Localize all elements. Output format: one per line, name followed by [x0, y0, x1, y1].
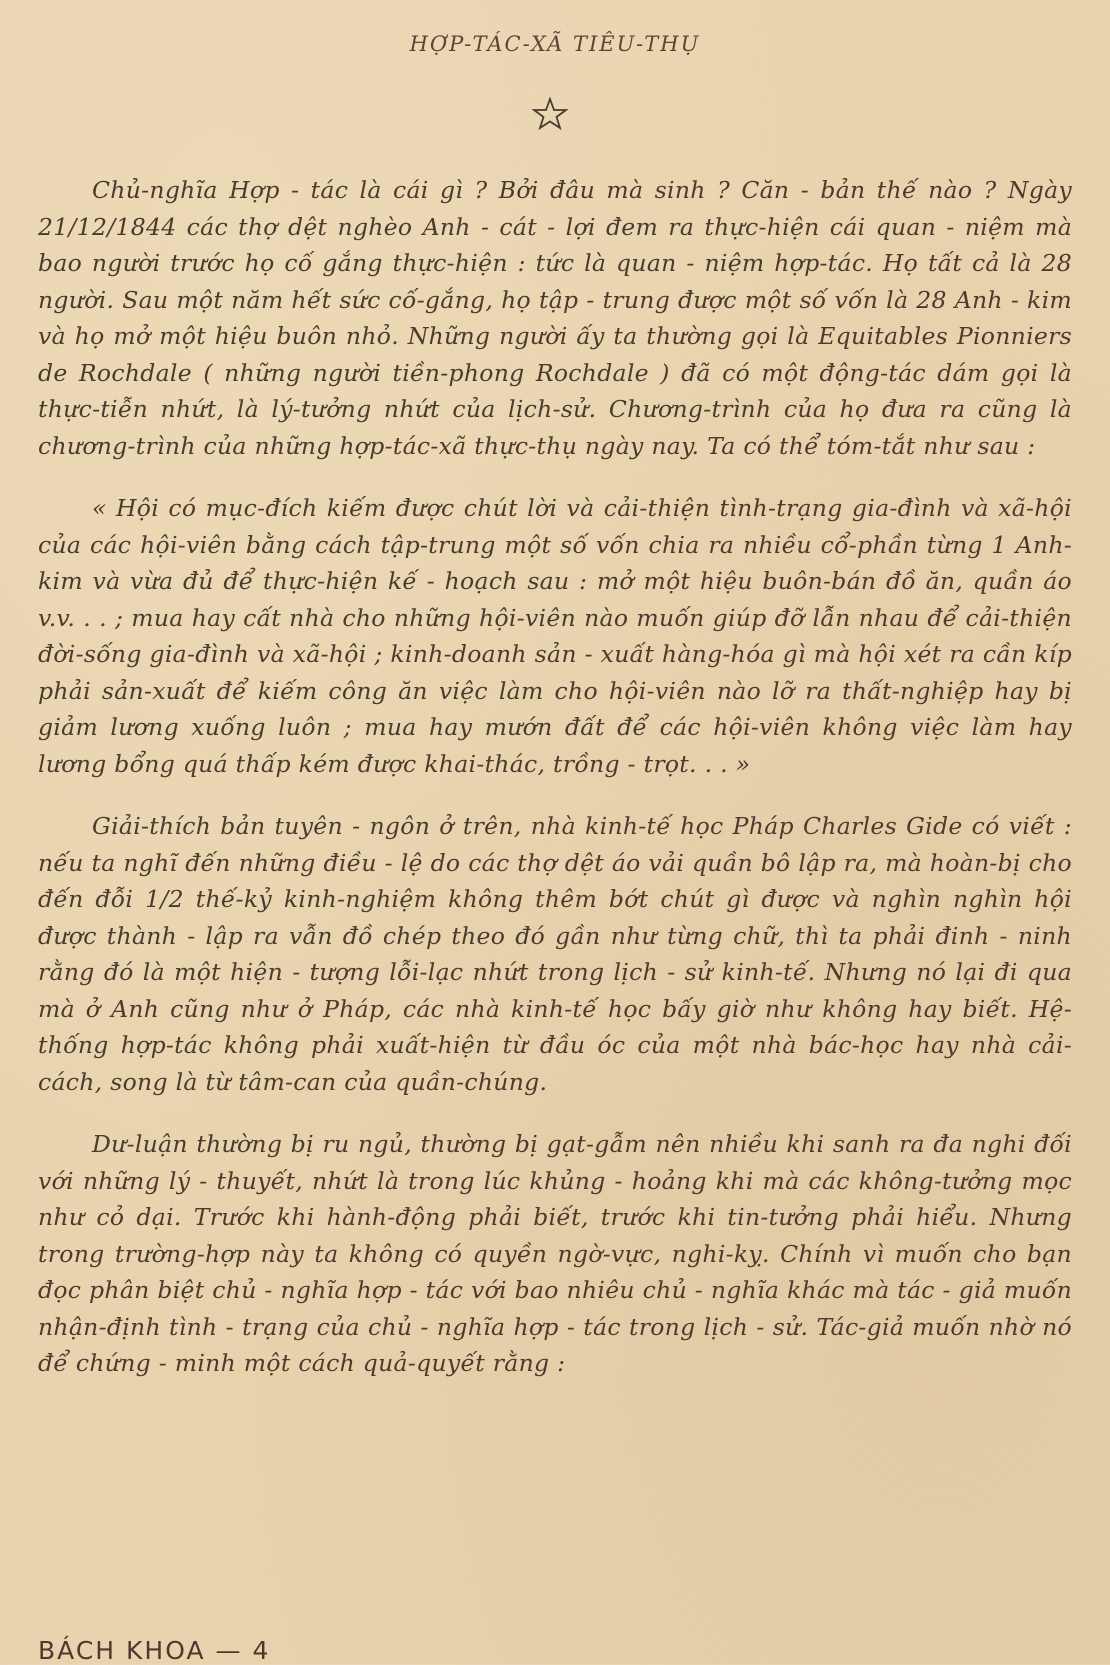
paragraph-quote: « Hội có mục-đích kiếm được chút lời và cải-thiện tình-trạng gia-đình và xã-hội của các hội-viên bằng cách tập-trung một số vốn chia ra nhiều cổ-phần từng 1 Anh-kim và vừa đủ để thực-hiện kế - hoạch sau : mở một hiệu buôn-bán đồ ăn, quần áo v.v. . . ; mua hay cất nhà cho những hội-viên nào muốn giúp đỡ lẫn nhau để cải-thiện đời-sống gia-đình và xã-hội ; kinh-doanh sản - xuất hàng-hóa gì mà hội xét ra cần kíp phải sản-xuất để kiếm công ăn việc làm cho hội-viên nào lỡ ra thất-nghiệp hay bị giảm lương xuống luôn ; mua hay mướn đất để các hội-viên không việc làm hay lương bổng quá thấp kém được khai-thác, trồng - trọt. . . »	[38, 494, 1072, 778]
star-outline-icon	[532, 96, 568, 132]
paragraph-intro: Chủ-nghĩa Hợp - tác là cái gì ? Bởi đâu mà sinh ? Căn - bản thế nào ? Ngày 21/12/1844 các thợ dệt nghèo Anh - cát - lợi đem ra thực-hiện cái quan - niệm mà bao người trước họ cố gắng thực-hiện : tức là quan - niệm hợp-tác. Họ tất cả là 28 người. Sau một năm hết sức cố-gắng, họ tập - trung được một số vốn là 28 Anh - kim và họ mở một hiệu buôn nhỏ. Những người ấy ta thường gọi là Equitables Pionniers de Rochdale ( những người tiền-phong Rochdale ) đã có một động-tác dám gọi là thực-tiễn nhứt, là lý-tưởng nhứt của lịch-sử. Chương-trình của họ đưa ra cũng là chương-trình của những hợp-tác-xã thực-thụ ngày nay. Ta có thể tóm-tắt như sau :	[38, 176, 1072, 460]
paragraph-conclusion: Dư-luận thường bị ru ngủ, thường bị gạt-gẫm nên nhiều khi sanh ra đa nghi đối với những lý - thuyết, nhứt là trong lúc khủng - hoảng khi mà các không-tưởng mọc như cỏ dại. Trước khi hành-động phải biết, trước khi tin-tưởng phải hiểu. Nhưng trong trường-hợp này ta không có quyền ngờ-vực, nghi-kỵ. Chính vì muốn cho bạn đọc phân biệt chủ - nghĩa hợp - tác với bao nhiêu chủ - nghĩa khác mà tác - giả muốn nhận-định tình - trạng của chủ - nghĩa hợp - tác trong lịch - sử. Tác-giả muốn nhờ nó để chứng - minh một cách quả-quyết rằng :	[38, 1130, 1072, 1377]
page-footer-folio: BÁCH KHOA — 4	[38, 1636, 271, 1665]
article-body	[38, 172, 1072, 1382]
running-title: HỢP-TÁC-XÃ TIÊU-THỤ	[409, 32, 701, 56]
paragraph-gide: Giải-thích bản tuyên - ngôn ở trên, nhà kinh-tế học Pháp Charles Gide có viết : nếu ta nghĩ đến những điều - lệ do các thợ dệt áo vải quần bô lập ra, mà hoàn-bị cho đến đỗi 1/2 thế-kỷ kinh-nghiệm không thêm bớt chút gì được và nghìn nghìn hội được thành - lập ra vẫn đồ chép theo đó gần như từng chữ, thì ta phải đinh - ninh rằng đó là một hiện - tượng lỗi-lạc nhứt trong lịch - sử kinh-tế. Nhưng nó lại đi qua mà ở Anh cũng như ở Pháp, các nhà kinh-tế học bấy giờ như không hay biết. Hệ-thống hợp-tác không phải xuất-hiện từ đầu óc của một nhà bác-học hay nhà cải-cách, song là từ tâm-can của quần-chúng.	[38, 812, 1072, 1096]
